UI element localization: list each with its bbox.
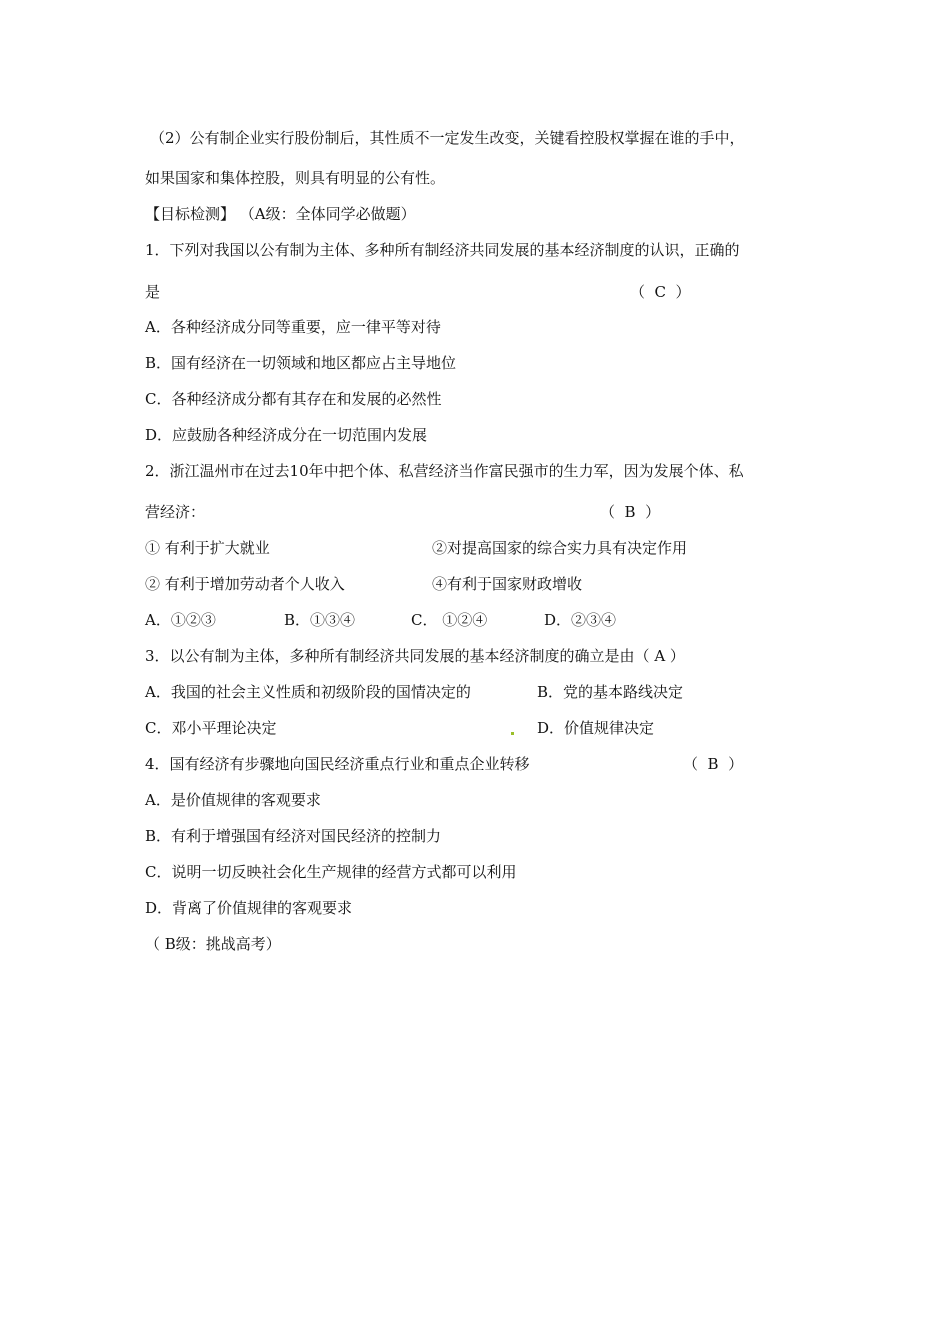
stray-mark	[511, 732, 514, 735]
q3-option-b: B．党的基本路线决定	[537, 683, 684, 701]
q2-item-2: ②对提高国家的综合实力具有决定作用	[432, 539, 688, 557]
q3-option-c: C．邓小平理论决定	[145, 719, 277, 737]
q4-option-b: B．有利于增强国有经济对国民经济的控制力	[145, 827, 442, 845]
q2-item-4: ④有利于国家财政增收	[432, 575, 583, 593]
intro-line-2: 如果国家和集体控股，则具有明显的公有性。	[145, 169, 446, 187]
q1-option-b: B．国有经济在一切领域和地区都应占主导地位	[145, 354, 457, 372]
q1-answer: （ C ）	[630, 283, 691, 301]
q2-item-1: ① 有利于扩大就业	[145, 539, 270, 557]
q3-stem: 3．以公有制为主体，多种所有制经济共同发展的基本经济制度的确立是由（ A ）	[145, 647, 685, 665]
q2-answer: （ B ）	[600, 503, 661, 521]
q4-option-c: C．说明一切反映社会化生产规律的经营方式都可以利用	[145, 863, 517, 881]
q1-option-c: C．各种经济成分都有其存在和发展的必然性	[145, 390, 442, 408]
q2-option-b: B．①③④	[284, 611, 356, 629]
q4-option-d: D．背离了价值规律的客观要求	[145, 899, 353, 917]
q1-option-d: D．应鼓励各种经济成分在一切范围内发展	[145, 426, 428, 444]
intro-line-1: （2）公有制企业实行股份制后，其性质不一定发生改变，关键看控股权掌握在谁的手中，	[150, 129, 745, 147]
q1-stem-line-2: 是	[145, 283, 161, 301]
q4-option-a: A．是价值规律的客观要求	[145, 791, 321, 809]
section-b-heading: （ B级：挑战高考）	[145, 935, 281, 953]
q2-stem-line-2: 营经济：	[145, 503, 206, 521]
q2-stem-line-1: 2．浙江温州市在过去10年中把个体、私营经济当作富民强市的生力军，因为发展个体、私	[145, 462, 744, 480]
q2-item-3: ② 有利于增加劳动者个人收入	[145, 575, 345, 593]
q3-option-d: D．价值规律决定	[537, 719, 655, 737]
q2-option-d: D．②③④	[544, 611, 617, 629]
q2-option-a: A．①②③	[145, 611, 216, 629]
q3-option-a: A．我国的社会主义性质和初级阶段的国情决定的	[145, 683, 471, 701]
q2-option-c: C． ①②④	[411, 611, 488, 629]
q4-answer: （ B ）	[683, 755, 744, 773]
q1-stem-line-1: 1．下列对我国以公有制为主体、多种所有制经济共同发展的基本经济制度的认识，正确的	[145, 241, 740, 259]
q4-stem: 4．国有经济有步骤地向国民经济重点行业和重点企业转移	[145, 755, 530, 773]
q1-option-a: A．各种经济成分同等重要，应一律平等对待	[145, 318, 441, 336]
section-a-heading: 【目标检测】 （A级：全体同学必做题）	[145, 205, 416, 223]
